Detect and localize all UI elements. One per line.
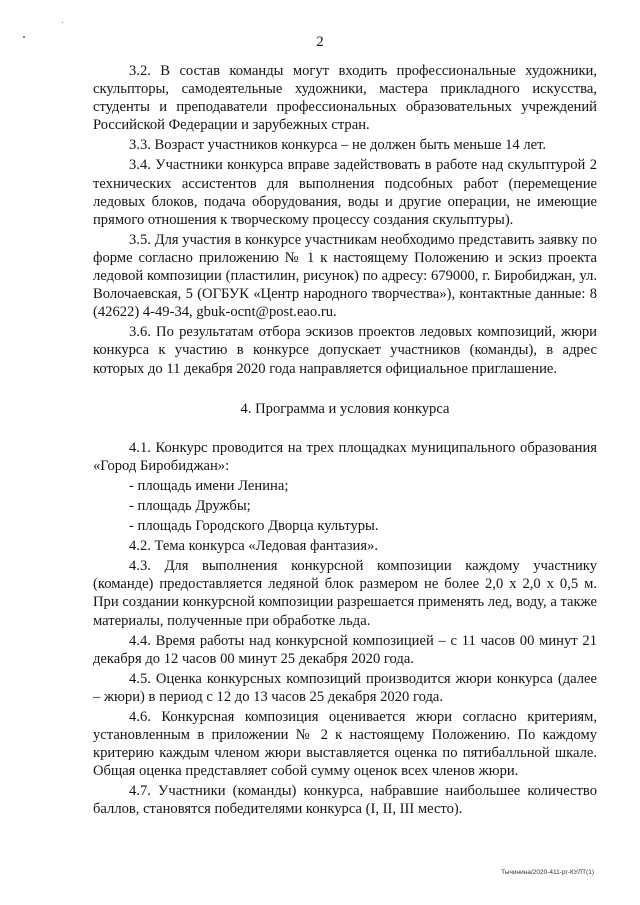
page-number: 2 [316, 34, 324, 50]
paragraph-4-1: 4.1. Конкурс проводится на трех площадках муниципального образования «Город Биробиджан»: [93, 439, 597, 474]
paragraph-4-3: 4.3. Для выполнения конкурсной композиции каждому участнику (команде) предоставляется ледяной блок размером не более 2,0 х 2,0 х 0,5 м. При создании конкурсной композиции разрешается применять лед, воду, а также материалы, полученные при обработке льда. [93, 558, 597, 629]
paragraph-3-6: 3.6. По результатам отбора эскизов проектов ледовых композиций, жюри конкурса к участию в конкурсе допускает участников (команды), в адрес которых до 11 декабря 2020 года направляется официальное приглашение. [93, 324, 597, 377]
document-body [93, 62, 597, 821]
paragraph-4-6: 4.6. Конкурсная композиция оценивается жюри согласно критериям, установленным в приложении № 2 к настоящему Положению. По каждому критерию каждым членом жюри выставляется оценка по пятибалльной шкале. Общая оценка представляет собой сумму оценок всех членов жюри. [93, 709, 597, 780]
list-item-lenin-square: - площадь имени Ленина; [129, 477, 289, 494]
paragraph-3-4: 3.4. Участники конкурса вправе задействовать в работе над скульптурой 2 технических ассистентов для выполнения подсобных работ (перемещение ледовых блоков, подача оборудования, воды и другие операции, не имеющие прямого отношения к творческому процессу создания скульптуры). [93, 157, 597, 228]
paragraph-3-3: 3.3. Возраст участников конкурса – не должен быть меньше 14 лет. [129, 137, 547, 154]
scan-speck [62, 22, 63, 23]
footer-reference: Тычинина/2020-411-рг-КУЛТ(1) [501, 869, 594, 876]
paragraph-3-5: 3.5. Для участия в конкурсе участникам необходимо представить заявку по форме согласно приложению № 1 к настоящему Положению и эскиз проекта ледовой композиции (пластилин, рисунок) по адресу: 679000, г. Биробиджан, ул. Волочаевская, 5 (ОГБУК «Центр народного творчества»), контактные данные: 8 (42622) 4-49-34, gbuk-ocnt@post.eao.ru. [93, 231, 597, 321]
paragraph-3-2: 3.2. В состав команды могут входить профессиональные художники, скульпторы, самодеятельные художники, мастера прикладного искусства, студенты и преподаватели профессиональных образовательных учреждений Российской Федерации и зарубежных стран. [93, 63, 597, 134]
section-4-heading: 4. Программа и условия конкурса [240, 400, 450, 417]
list-item-palace-square: - площадь Городского Дворца культуры. [129, 518, 379, 535]
list-item-friendship-square: - площадь Дружбы; [129, 497, 251, 514]
paragraph-4-7: 4.7. Участники (команды) конкурса, набравшие наибольшее количество баллов, становятся победителями конкурса (I, II, III место). [93, 783, 597, 818]
paragraph-4-5: 4.5. Оценка конкурсных композиций производится жюри конкурса (далее – жюри) в период с 12 до 13 часов 25 декабря 2020 года. [93, 670, 597, 705]
paragraph-4-2: 4.2. Тема конкурса «Ледовая фантазия». [129, 538, 378, 555]
paragraph-4-4: 4.4. Время работы над конкурсной композицией – с 11 часов 00 минут 21 декабря до 12 часов 00 минут 25 декабря 2020 года. [93, 632, 597, 667]
